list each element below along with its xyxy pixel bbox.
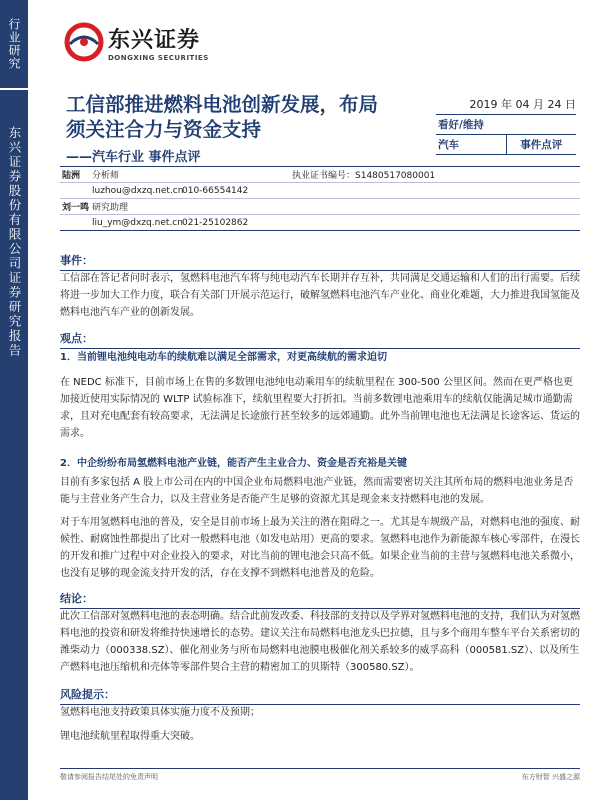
report-type: 事件点评 <box>506 135 577 154</box>
sidebar-company: 东兴证券股份有限公司证券研究报告 <box>0 90 28 800</box>
analyst-cert: 执业证书编号：S1480517080001 <box>292 171 436 181</box>
report-title: 工信部推进燃料电池创新发展，布局须关注合力与资金支持 <box>66 93 379 141</box>
page-footer <box>60 768 580 782</box>
analyst-role: 研究助理 <box>92 203 129 213</box>
analyst-row <box>60 167 580 183</box>
point-2-text-1: 目前有多家包括 A 股上市公司在内的中国企业布局燃料电池产业链，然而需要密切关注其所布局的燃料电池业务是否能与主营业务产生合力，以及主营业务是否能产生足够的资源尤其是现金来支持燃料电池的发展。 <box>60 477 574 505</box>
meta-row <box>436 135 576 155</box>
sidebar-category: 行业研究 <box>0 0 28 88</box>
footer-slogan: 东方财智 兴盛之源 <box>521 773 580 781</box>
logo-name-en: DONGXING SECURITIES <box>108 53 209 62</box>
risk-heading: 风险提示： <box>60 686 580 705</box>
analyst-email[interactable]: liu_ym@dxzq.net.cn <box>92 217 183 228</box>
point-1-heading: 1．当前锂电池纯电动车的续航难以满足全部需求，对更高续航的需求迫切 <box>60 352 387 363</box>
analyst-phone: 021-25102862 <box>182 217 249 228</box>
analyst-phone: 010-66554142 <box>182 185 249 196</box>
report-meta-box <box>436 96 576 155</box>
sector: 汽车 <box>438 139 459 151</box>
logo-emblem-icon <box>64 22 104 62</box>
conclusion-heading: 结论： <box>60 590 580 609</box>
risk-item-1: 氢燃料电池支持政策具体实施力度不及预期； <box>60 707 260 718</box>
point-2-heading: 2．中企纷纷布局氢燃料电池产业链，能否产生主业合力、资金是否充裕是关键 <box>60 458 407 469</box>
analyst-row <box>60 215 580 231</box>
point-2-text-2: 对于车用氢燃料电池的普及，安全是目前市场上最为关注的潜在阻碍之一。尤其是车规级产品，对燃料电池的强度、耐候性、耐腐蚀性都提出了比对一般燃料电池（如发电站用）更高的要求。氢燃料电池作为新能源车核心零部件，在漫长的开发和推广过程中对企业投入的要求，对比当前的锂电池会只高不低。如果企业当前的主营与氢燃料电池关系微小，也没有足够的现金流支持开发的活，存在支撑不到燃料电池普及的危险。 <box>60 517 580 579</box>
event-text: 工信部在答记者问时表示，氢燃料电池汽车将与纯电动汽车长期并存互补，共同满足交通运输和人们的出行需要。后续将进一步加大工作力度，联合有关部门开展示范运行，破解氢燃料电池汽车产业化、商业化难题，大力推进我国氢能及燃料电池汽车产业的创新发展。 <box>60 273 580 318</box>
event-heading: 事件： <box>60 252 580 271</box>
analyst-row <box>60 199 580 215</box>
analyst-table <box>60 166 580 231</box>
risk-item-2: 锂电池续航里程取得重大突破。 <box>60 731 200 742</box>
logo-name-cn: 东兴证券 <box>108 27 201 53</box>
point-1-text: 在 NEDC 标准下，目前市场上在售的多数锂电池纯电动乘用车的续航里程在 300-500 公里区间。然而在更严格也更加接近使用实际情况的 WLTP 试验标准下，续航里程要大打折扣。当前多数锂电池乘用车的续航仅能满足城市通勤需求，且对充电配套有较高要求，无法满足长途旅行甚至较多的远郊通勤。此外当前锂电池也无法满足长途客运、货运的需求。 <box>60 377 580 439</box>
view-heading: 观点： <box>60 330 580 349</box>
sidebar <box>0 0 28 800</box>
report-subtitle: ——汽车行业 事件点评 <box>66 150 201 165</box>
footer-disclaimer: 敬请参阅报告结尾处的免责声明 <box>60 773 158 781</box>
analyst-name: 刘一鸣 <box>62 203 90 213</box>
analyst-name: 陆洲 <box>62 171 81 181</box>
conclusion-text: 此次工信部对氢燃料电池的表态明确。结合此前发改委、科技部的支持以及学界对氢燃料电池的支持，我们认为对氢燃料电池的投资和研发将维持快速增长的态势。建议关注布局燃料电池龙头巴拉德，且与多个商用车整车平台关系密切的潍柴动力（000338.SZ）、催化剂业务与所布局燃料电池膜电极催化剂关系较多的威孚高科（000581.SZ）、以及所生产燃料电池压缩机和壳体等零部件契合主营的精密加工的贝斯特（300580.SZ）。 <box>60 611 580 673</box>
analyst-email[interactable]: luzhou@dxzq.net.cn <box>92 185 184 196</box>
company-logo <box>64 22 209 62</box>
rating: 看好/维持 <box>436 115 576 135</box>
analyst-row <box>60 183 580 199</box>
analyst-role: 分析师 <box>92 171 120 181</box>
report-date: 2019 年 04 月 24 日 <box>436 96 576 115</box>
